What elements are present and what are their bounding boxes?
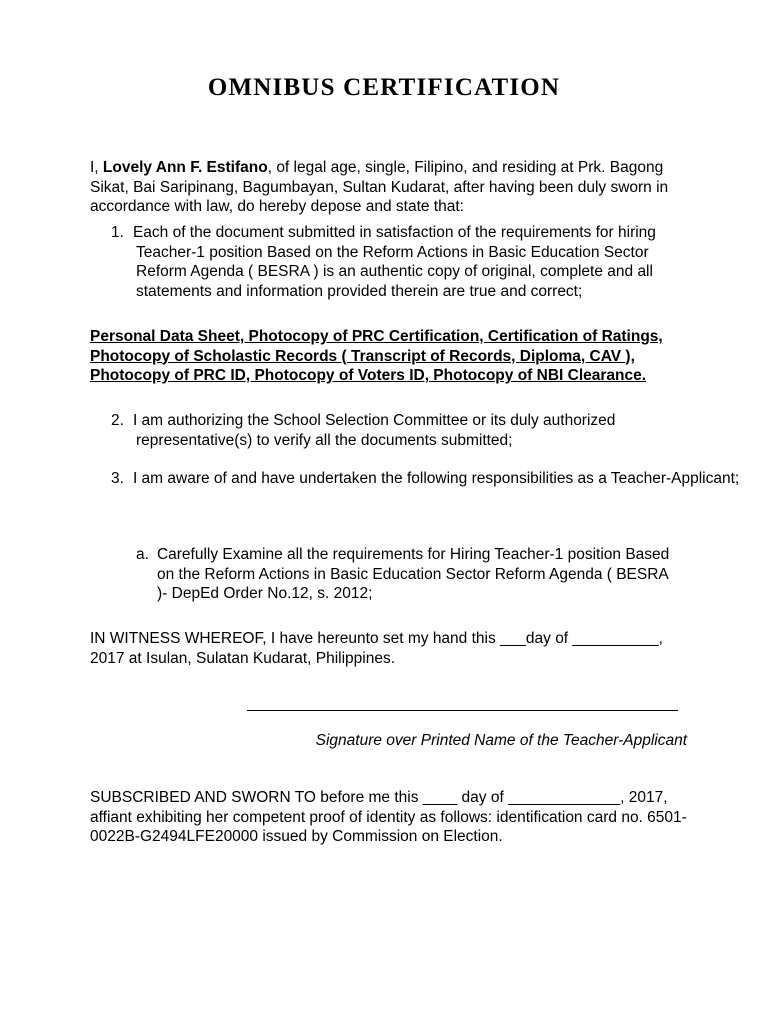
signature-caption: Signature over Printed Name of the Teacher-Applicant [315, 732, 687, 749]
intro-suffix: , of legal age, single, Filipino, and residing at Prk. Bagong Sikat, Bai Saripinang, Bagumbayan, Sultan Kudarat, after having been duly sworn in accordance with law, do hereby depose and state that: [90, 159, 669, 215]
responsibility-item-a [136, 545, 677, 604]
item-text: Each of the document submitted in satisfaction of the requirements for hiring Teacher-1 position Based on the Reform Actions in Basic Education Sector Reform Agenda ( BESRA ) is an authentic copy of original, complete and all statements and information provided therein are true and correct; [132, 224, 656, 300]
statement-item-1 [90, 223, 696, 301]
statement-item-2 [90, 411, 716, 450]
item-number: 2. [111, 412, 124, 429]
intro-paragraph [90, 158, 690, 217]
item-number: 3. [111, 470, 124, 487]
document-title: OMNIBUS CERTIFICATION [207, 74, 561, 101]
statement-item-3 [90, 469, 746, 489]
sworn-paragraph: SUBSCRIBED AND SWORN TO before me this ____ day of _____________, 2017, affiant exhibiting her competent proof of identity as follows: identification card no. 6501-0022B-G2494LFE20000 issued by Commission on Election. [90, 789, 687, 845]
affiant-name: Lovely Ann F. Estifano [102, 159, 268, 176]
intro-prefix: I, [90, 159, 103, 176]
subitem-text: Carefully Examine all the requirements for Hiring Teacher-1 position Based on the Reform Actions in Basic Education Sector Reform Agenda ( BESRA )- DepEd Order No.12, s. 2012; [156, 546, 670, 602]
item-text: I am authorizing the School Selection Committee or its duly authorized representative(s) to verify all the documents submitted; [132, 412, 616, 449]
item-number: 1. [111, 224, 124, 241]
documents-list: Personal Data Sheet, Photocopy of PRC Certification, Certification of Ratings, Photocopy of Scholastic Records ( Transcript of Records, Diploma, CAV ), Photocopy of PRC ID, Photocopy of Voters ID, Photocopy of NBI Clearance. [90, 328, 663, 384]
signature-line [247, 710, 678, 711]
witness-paragraph: IN WITNESS WHEREOF, I have hereunto set my hand this ___day of __________, 2017 at Isulan, Sulatan Kudarat, Philippines. [90, 630, 663, 667]
item-text: I am aware of and have undertaken the following responsibilities as a Teacher-Applicant; [132, 470, 740, 487]
subitem-letter: a. [136, 546, 149, 563]
